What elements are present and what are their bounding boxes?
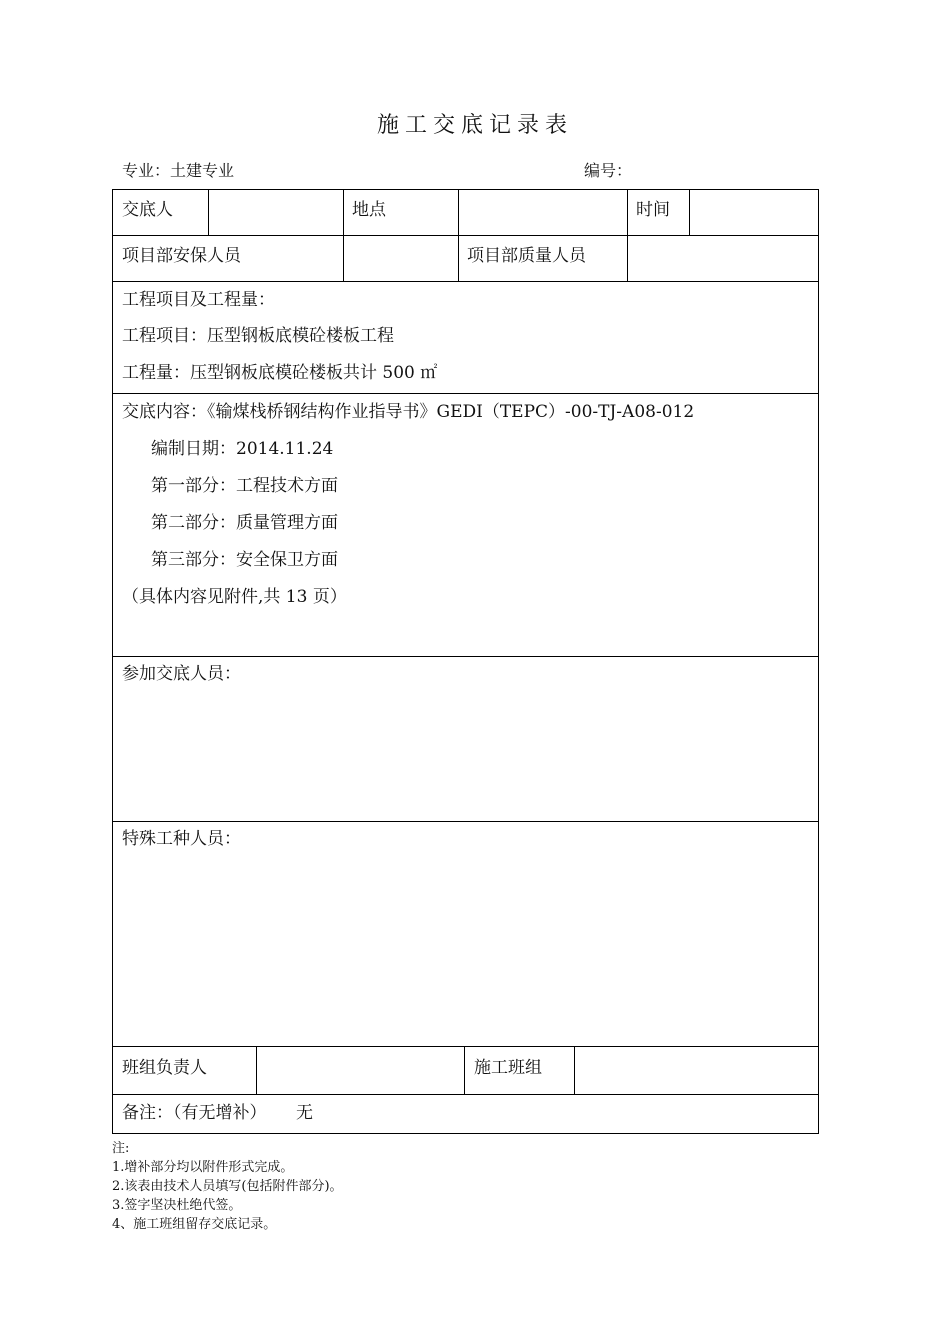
cell-divider <box>458 189 459 281</box>
construction-team-label: 施工班组 <box>474 1058 542 1078</box>
table-border-right <box>818 189 819 1133</box>
cell-divider <box>256 1046 257 1094</box>
table-divider <box>112 821 819 822</box>
cell-divider <box>627 189 628 281</box>
table-divider <box>112 656 819 657</box>
remarks-value: 无 <box>296 1103 313 1123</box>
attachment-note: （具体内容见附件,共 13 页） <box>122 587 347 607</box>
project-quantity: 工程量：压型钢板底模砼楼板共计 500 ㎡ <box>122 363 438 383</box>
footnote-heading: 注: <box>112 1141 130 1156</box>
presenter-label: 交底人 <box>122 200 173 220</box>
cell-divider <box>343 189 344 281</box>
team-leader-label: 班组负责人 <box>122 1058 207 1078</box>
time-label: 时间 <box>636 200 670 220</box>
part-two: 第二部分：质量管理方面 <box>151 513 338 533</box>
part-one: 第一部分：工程技术方面 <box>151 476 338 496</box>
quality-staff-label: 项目部质量人员 <box>467 246 586 266</box>
table-divider <box>112 1046 819 1047</box>
location-label: 地点 <box>352 200 386 220</box>
part-three: 第三部分：安全保卫方面 <box>151 550 338 570</box>
cell-divider <box>464 1046 465 1094</box>
footnote-item: 3.签字坚决杜绝代签。 <box>112 1198 242 1213</box>
footnote-item: 2.该表由技术人员填写(包括附件部分)。 <box>112 1179 343 1194</box>
page-title: 施工交底记录表 <box>376 113 573 138</box>
content-title: 交底内容：《输煤栈桥钢结构作业指导书》GEDI（TEPC）-00-TJ-A08-012 <box>122 402 695 422</box>
table-divider <box>112 393 819 394</box>
table-border-bottom <box>112 1133 819 1134</box>
cell-divider <box>689 189 690 235</box>
safety-staff-label: 项目部安保人员 <box>122 246 241 266</box>
table-border-left <box>112 189 113 1133</box>
project-item: 工程项目：压型钢板底模砼楼板工程 <box>122 326 394 346</box>
cell-divider <box>574 1046 575 1094</box>
table-border-top <box>112 189 819 190</box>
number-field: 编号： <box>584 161 633 180</box>
table-divider <box>112 1094 819 1095</box>
compile-date: 编制日期：2014.11.24 <box>151 439 334 459</box>
project-heading: 工程项目及工程量： <box>122 290 275 310</box>
footnote-item: 1.增补部分均以附件形式完成。 <box>112 1160 294 1175</box>
table-divider <box>112 281 819 282</box>
participants-label: 参加交底人员： <box>122 664 241 684</box>
table-divider <box>112 235 819 236</box>
footnote-item: 4、施工班组留存交底记录。 <box>112 1217 277 1232</box>
remarks-label: 备注：（有无增补） <box>122 1103 267 1123</box>
major-field: 专业：土建专业 <box>122 161 235 180</box>
special-workers-label: 特殊工种人员： <box>122 829 241 849</box>
cell-divider <box>208 189 209 235</box>
